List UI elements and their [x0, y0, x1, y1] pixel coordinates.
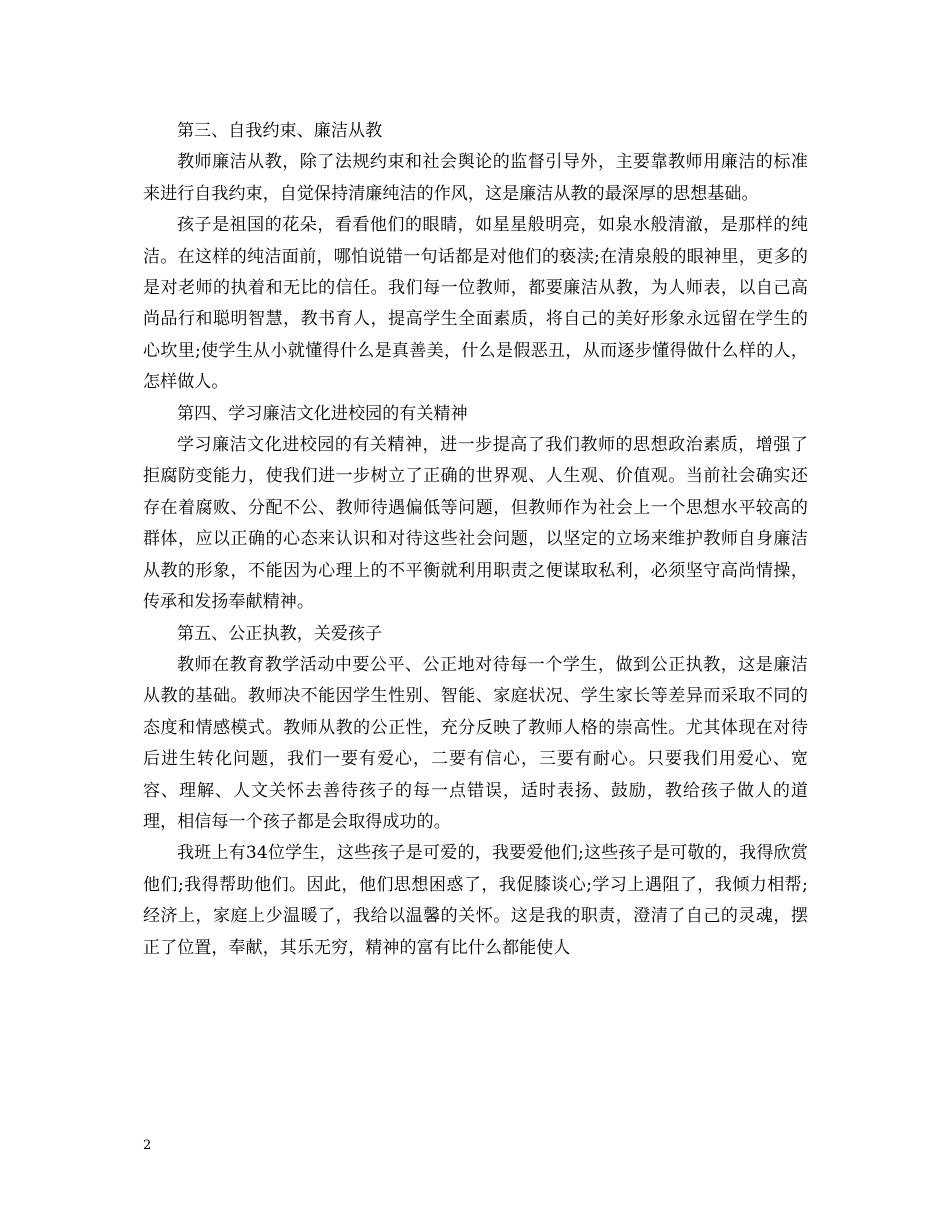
section-heading-3: 第三、自我约束、廉洁从教 — [177, 121, 383, 141]
paragraph-self-discipline: 教师廉洁从教，除了法规约束和社会舆论的监督引导外，主要靠教师用廉洁的标准来进行自我约束，自觉保持清廉纯洁的作风，这是廉洁从教的最深厚的思想基础。 — [143, 152, 808, 204]
section-heading-5: 第五、公正执教，关爱孩子 — [177, 623, 383, 644]
page-number: 2 — [143, 1138, 152, 1153]
section-heading-4: 第四、学习廉洁文化进校园的有关精神 — [177, 403, 468, 424]
paragraph-my-class: 我班上有34位学生，这些孩子是可爱的，我要爱他们;这些孩子是可敬的，我得欣赏他们;我得帮助他们。因此，他们思想困惑了，我促膝谈心;学习上遇阻了，我倾力相帮;经济上，家庭上少温暖了，我给以温馨的关怀。这是我的职责，澄清了自己的灵魂，摆正了位置，奉献，其乐无穷，精神的富有比什么都能使人 — [143, 843, 808, 958]
paragraph-children: 孩子是祖国的花朵，看看他们的眼睛，如星星般明亮，如泉水般清澈，是那样的纯洁。在这样的纯洁面前，哪怕说错一句话都是对他们的亵渎;在清泉般的眼神里，更多的是对老师的执着和无比的信任。我们每一位教师，都要廉洁从教，为人师表，以自己高尚品行和聪明智慧，教书育人，提高学生全面素质，将自己的美好形象永远留在学生的心坎里;使学生从小就懂得什么是真善美，什么是假恶丑，从而逐步懂得做什么样的人，怎样做人。 — [143, 215, 808, 393]
paragraph-fair-teaching: 教师在教育教学活动中要公平、公正地对待每一个学生，做到公正执教，这是廉洁从教的基础。教师决不能因学生性别、智能、家庭状况、学生家长等差异而采取不同的态度和情感模式。教师从教的公正性，充分反映了教师人格的崇高性。尤其体现在对待后进生转化问题，我们一要有爱心，二要有信心，三要有耐心。只要我们用爱心、宽容、理解、人文关怀去善待孩子的每一点错误，适时表扬、鼓励，教给孩子做人的道理，相信每一个孩子都是会取得成功的。 — [143, 654, 808, 832]
paragraph-study-spirit: 学习廉洁文化进校园的有关精神，进一步提高了我们教师的思想政治素质，增强了拒腐防变能力，使我们进一步树立了正确的世界观、人生观、价值观。当前社会确实还存在着腐败、分配不公、教师待遇偏低等问题，但教师作为社会上一个思想水平较高的群体，应以正确的心态来认识和对待这些社会问题，以坚定的立场来维护教师自身廉洁从教的形象，不能因为心理上的不平衡就利用职责之便谋取私利，必须坚守高尚情操，传承和发扬奉献精神。 — [143, 435, 808, 613]
document-body — [143, 116, 808, 964]
